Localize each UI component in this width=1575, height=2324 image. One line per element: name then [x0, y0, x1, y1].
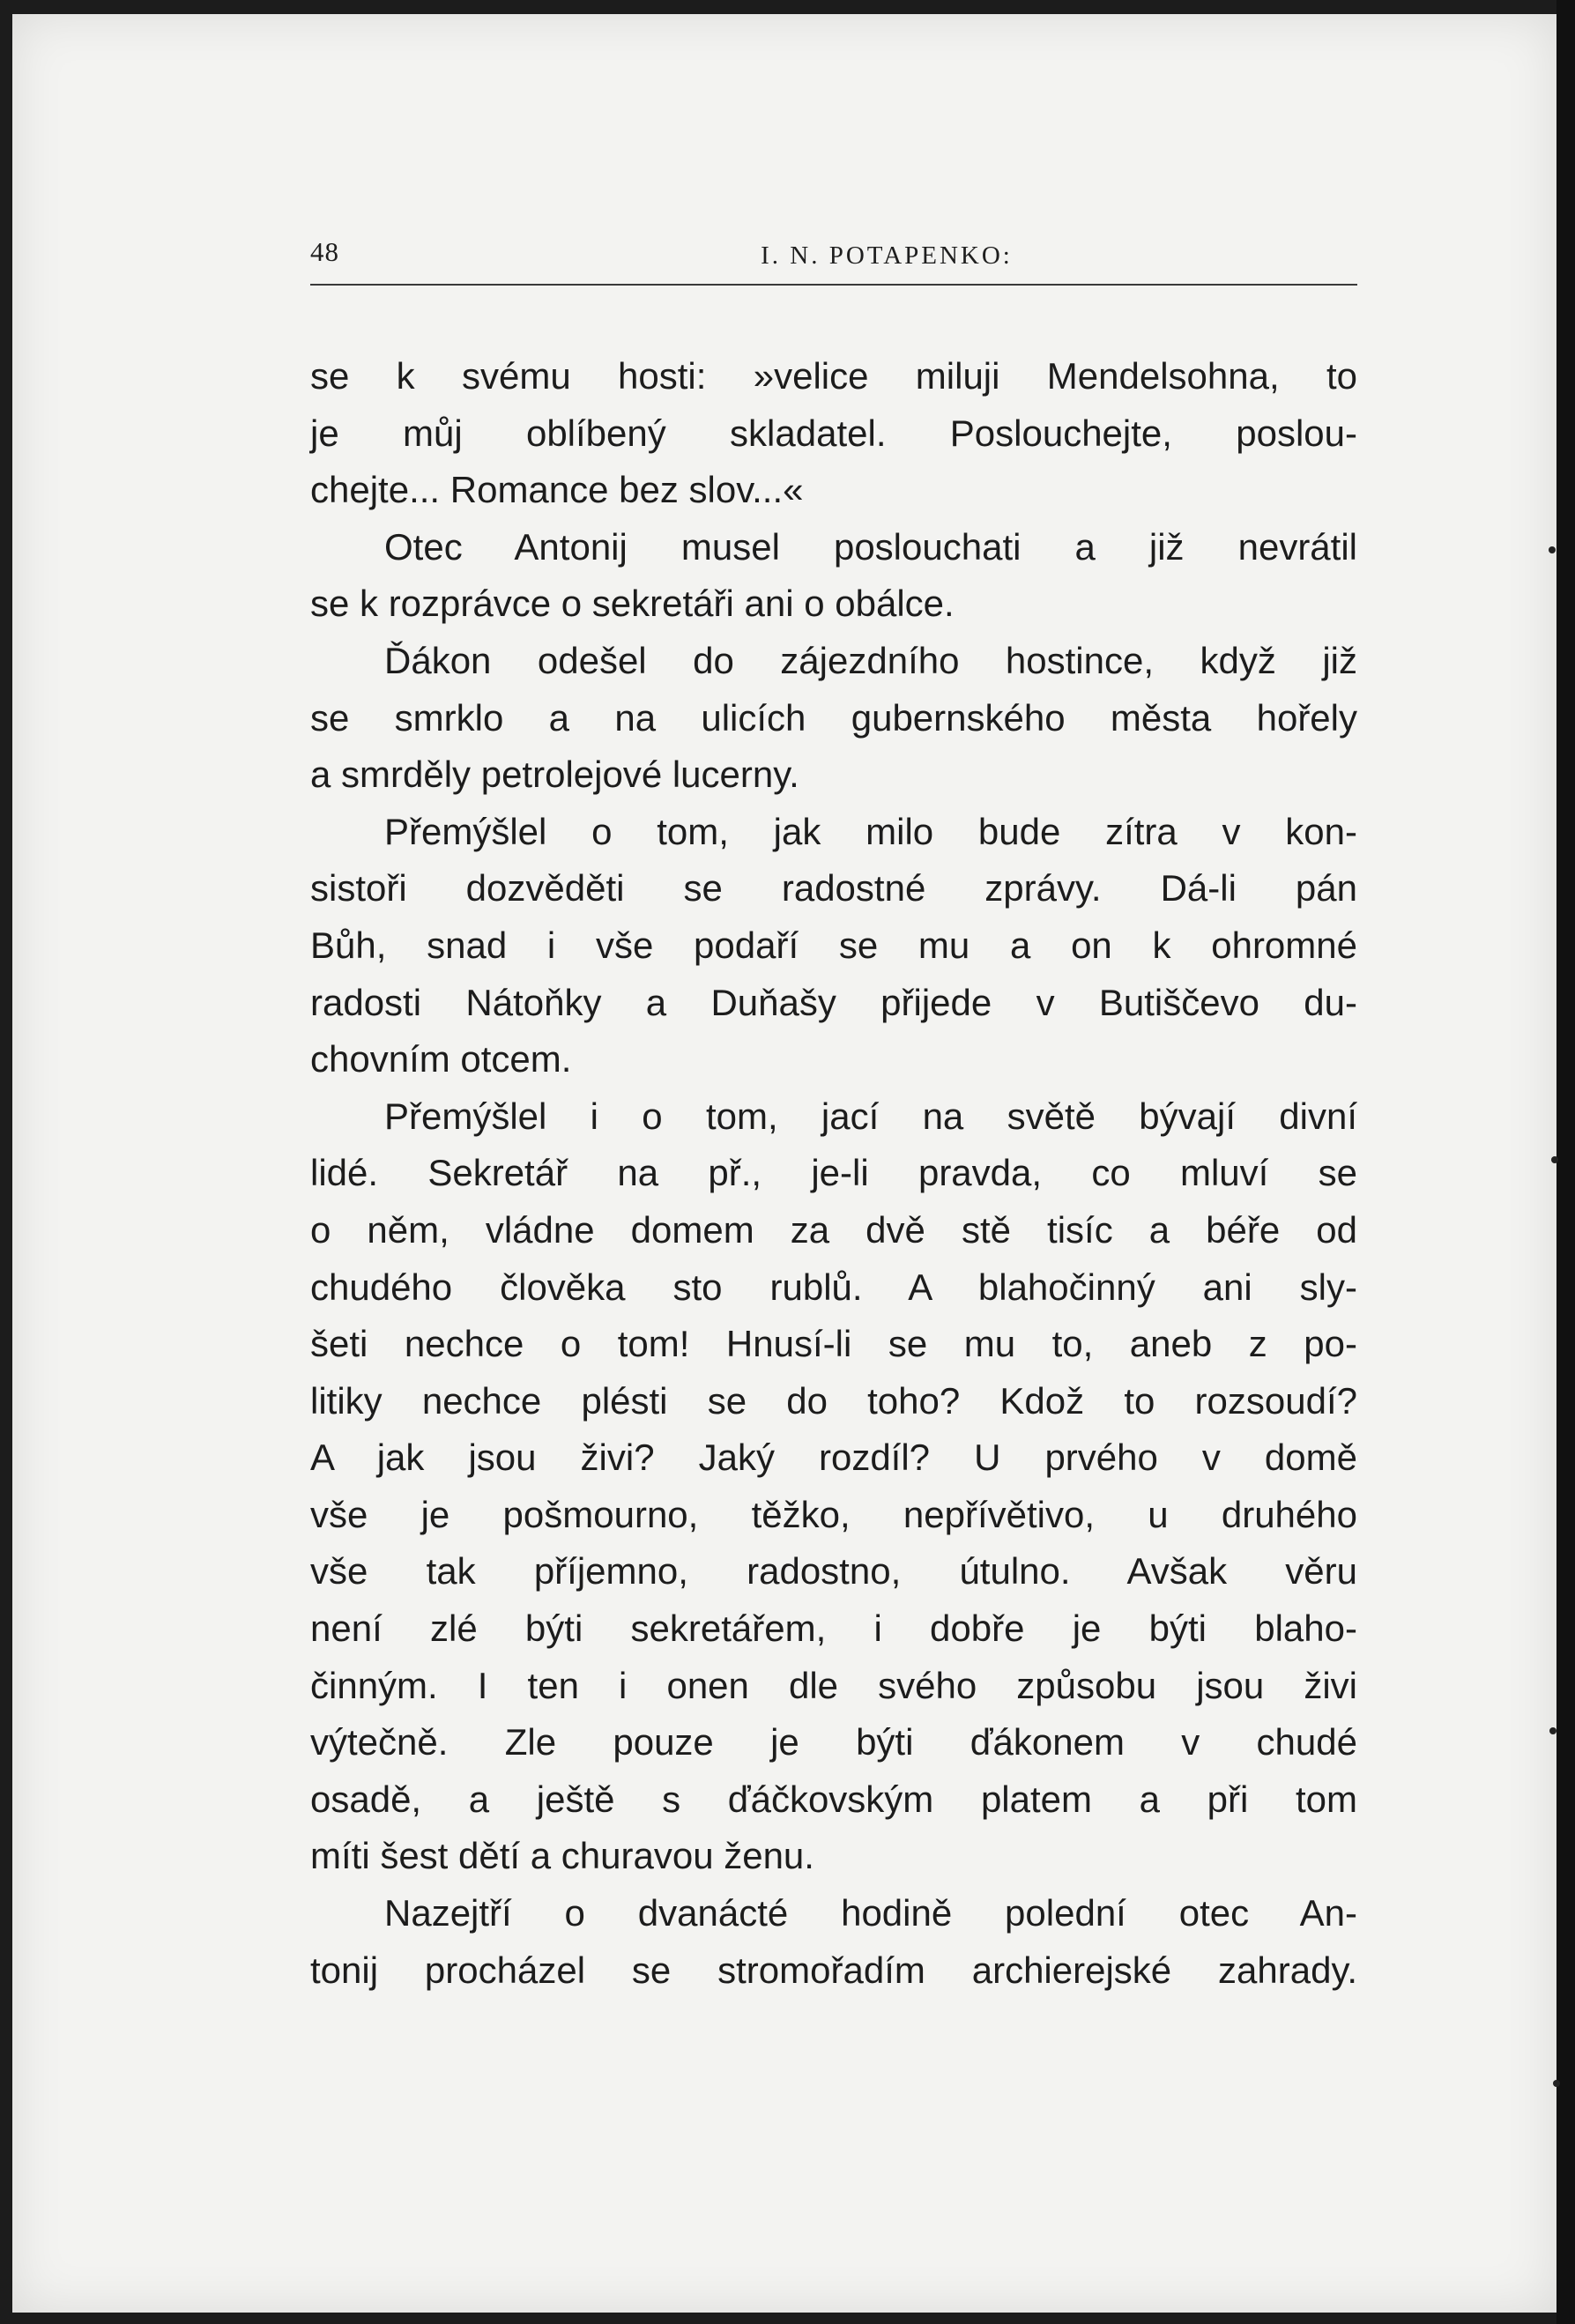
text-line: se k svému hosti: »velice miluji Mendelsohna, to [310, 355, 1357, 397]
text-line: vše je pošmourno, těžko, nepřívětivo, u druhého [310, 1493, 1357, 1535]
text-line: A jak jsou živi? Jaký rozdíl? U prvého v domě [310, 1437, 1357, 1479]
text-line: radosti Nátoňky a Duňašy přijede v Butiščevo du- [310, 981, 1357, 1023]
margin-speck [1553, 2080, 1560, 2087]
text-line: činným. I ten i onen dle svého způsobu jsou živi [310, 1664, 1357, 1706]
text-line: je můj oblíbený skladatel. Poslouchejte, poslou- [310, 412, 1357, 454]
text-line: chejte... Romance bez slov...« [310, 469, 804, 511]
page-number: 48 [310, 236, 339, 267]
text-line: Bůh, snad i vše podaří se mu a on k ohromné [310, 924, 1357, 966]
page-edge-shadow [1556, 0, 1575, 2324]
text-line: sistoři dozvěděti se radostné zprávy. Dá-li pán [310, 867, 1357, 910]
text-line: chovním otcem. [310, 1038, 572, 1080]
text-line: Nazejtří o dvanácté hodině polední otec An- [384, 1892, 1357, 1934]
text-line: lidé. Sekretář na př., je-li pravda, co mluví se [310, 1152, 1357, 1194]
text-line: tonij procházel se stromořadím archierejské zahrady. [310, 1949, 1357, 1991]
text-line: se smrklo a na ulicích gubernského města hořely [310, 696, 1357, 739]
text-line: litiky nechce plésti se do toho? Kdož to rozsoudí? [310, 1379, 1357, 1422]
text-line: Přemýšlel i o tom, jací na světě bývají divní [384, 1095, 1357, 1137]
text-line: Ďákon odešel do zájezdního hostince, když již [384, 639, 1357, 681]
margin-speck [1551, 1156, 1558, 1163]
page-header [310, 231, 1357, 284]
text-line: Otec Antonij musel poslouchati a již nevrátil [384, 525, 1357, 568]
header-rule [310, 284, 1357, 286]
running-head: I. N. POTAPENKO: [761, 241, 1013, 270]
text-line: se k rozprávce o sekretáři ani o obálce. [310, 583, 955, 625]
text-line: vše tak příjemno, radostno, útulno. Avšak věru [310, 1550, 1357, 1593]
text-line: chudého člověka sto rublů. A blahočinný ani sly- [310, 1266, 1357, 1308]
body-text [310, 348, 1357, 1999]
margin-speck [1549, 1727, 1556, 1734]
text-line: o něm, vládne domem za dvě stě tisíc a béře od [310, 1208, 1357, 1251]
text-line: šeti nechce o tom! Hnusí-li se mu to, aneb z po- [310, 1323, 1357, 1365]
margin-speck [1549, 546, 1556, 553]
text-line: osadě, a ještě s ďáčkovským platem a při tom [310, 1778, 1357, 1820]
text-line: Přemýšlel o tom, jak milo bude zítra v kon- [384, 810, 1357, 852]
text-line: výtečně. Zle pouze je býti ďákonem v chudé [310, 1721, 1357, 1763]
text-line: a smrděly petrolejové lucerny. [310, 754, 799, 796]
text-line: není zlé býti sekretářem, i dobře je býti blaho- [310, 1607, 1357, 1650]
text-line: míti šest dětí a churavou ženu. [310, 1835, 814, 1877]
